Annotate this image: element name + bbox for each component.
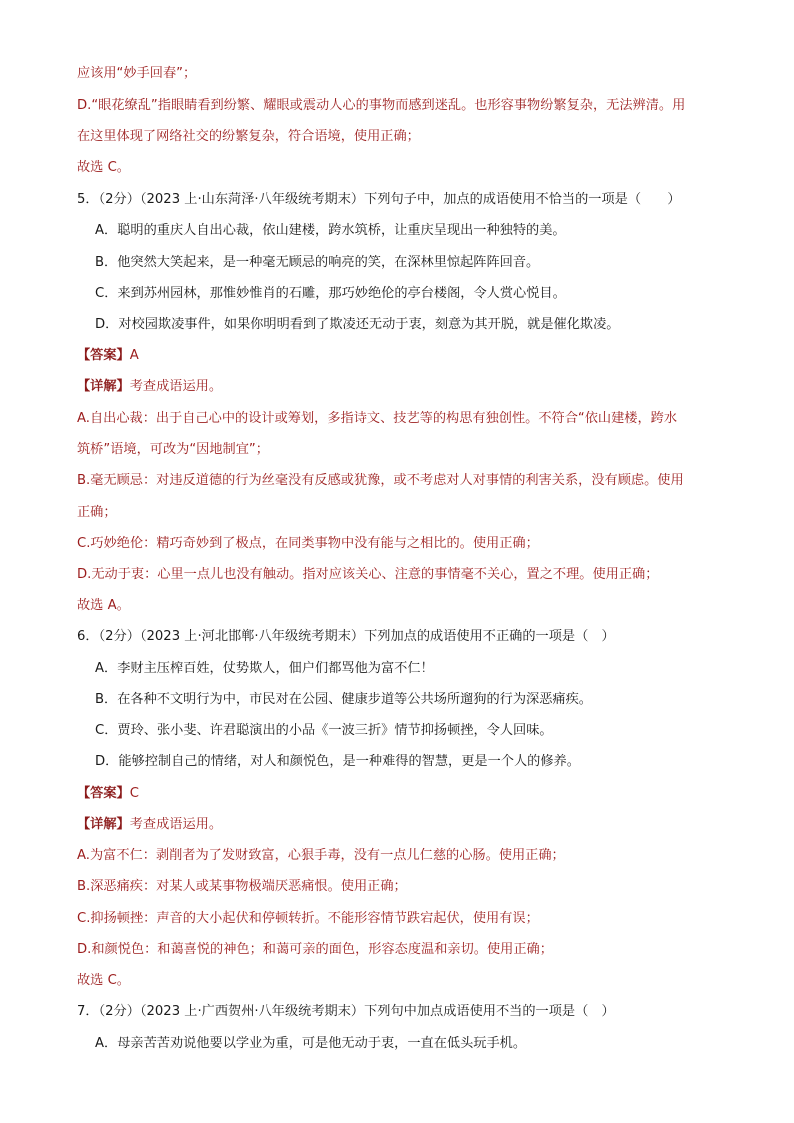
answer-value: C	[129, 786, 139, 801]
question-5-option-b: B．他突然大笑起来，是一种毫无顾忌的响亮的笑，在深林里惊起阵阵回音。	[95, 255, 540, 270]
detail-text: 考查成语运用。	[129, 379, 223, 394]
question-5-stem: 5．（2分）（2023 上·山东菏泽·八年级统考期末）下列句子中，加点的成语使用不恰当的一项是（ ）	[77, 192, 681, 207]
question-5-option-c: C．来到苏州园林，那惟妙惟肖的石雕，那巧妙绝伦的亭台楼阁，令人赏心悦目。	[95, 286, 566, 301]
question-6-option-b: B．在各种不文明行为中，市民对在公园、健康步道等公共场所遛狗的行为深恶痛疾。	[95, 692, 592, 707]
explanation-line: D.和颜悦色：和蔼喜悦的神色；和蔼可亲的面色，形容态度温和亲切。使用正确；	[77, 942, 553, 957]
conclusion-line: 故选 A。	[77, 598, 130, 613]
conclusion-line: 故选 C。	[77, 973, 130, 988]
detail-line	[77, 815, 727, 835]
explanation-line: D.“眼花缭乱”指眼睛看到纷繁、耀眼或震动人心的事物而感到迷乱。也形容事物纷繁复杂，无法辨清。用	[77, 98, 686, 113]
answer-value: A	[129, 348, 139, 363]
question-6-option-c: C．贾玲、张小斐、许君聪演出的小品《一波三折》情节抑扬顿挫，令人回味。	[95, 723, 553, 738]
explanation-line: 在这里体现了网络社交的纷繁复杂，符合语境，使用正确；	[77, 129, 420, 144]
question-5-option-a: A．聪明的重庆人自出心裁，依山建楼，跨水筑桥，让重庆呈现出一种独特的美。	[95, 223, 566, 238]
answer-line	[77, 346, 727, 366]
answer-tag: 【答案】	[77, 348, 130, 363]
question-7-option-a: A．母亲苦苦劝说他要以学业为重，可是他无动于衷，一直在低头玩手机。	[95, 1036, 527, 1051]
explanation-line: A.为富不仁：剥削者为了发财致富，心狠手毒，没有一点儿仁慈的心肠。使用正确；	[77, 848, 565, 863]
explanation-line: 应该用“妙手回春”；	[77, 66, 197, 81]
answer-tag: 【答案】	[77, 786, 130, 801]
question-6-option-d: D．能够控制自己的情绪，对人和颜悦色，是一种难得的智慧，更是一个人的修养。	[95, 754, 580, 769]
explanation-line: D.无动于衷：心里一点儿也没有触动。指对应该关心、注意的事情毫不关心，置之不理。使用正确；	[77, 567, 659, 582]
detail-line	[77, 377, 727, 397]
explanation-line: C.巧妙绝伦：精巧奇妙到了极点，在同类事物中没有能与之相比的。使用正确；	[77, 536, 539, 551]
detail-text: 考查成语运用。	[129, 817, 223, 832]
conclusion-line: 故选 C。	[77, 160, 130, 175]
question-6-option-a: A．李财主压榨百姓，仗势欺人，佃户们都骂他为富不仁！	[95, 661, 434, 676]
explanation-line: 正确；	[77, 505, 117, 520]
question-6-stem: 6．（2分）（2023 上·河北邯郸·八年级统考期末）下列加点的成语使用不正确的一项是（ ）	[77, 629, 615, 644]
answer-line	[77, 784, 727, 804]
explanation-line: B.毫无顾忌：对违反道德的行为丝毫没有反感或犹豫，或不考虑对人对事情的利害关系，没有顾虑。使用	[77, 473, 684, 488]
explanation-line: A.自出心裁：出于自己心中的设计或筹划，多指诗文、技艺等的构思有独创性。不符合“依山建楼，跨水	[77, 411, 678, 426]
detail-tag: 【详解】	[77, 379, 130, 394]
explanation-line: 筑桥”语境，可改为“因地制宜”；	[77, 442, 269, 457]
explanation-line: C.抑扬顿挫：声音的大小起伏和停顿转折。不能形容情节跌宕起伏，使用有误；	[77, 911, 539, 926]
question-7-stem: 7．（2分）（2023 上·广西贺州·八年级统考期末）下列句中加点成语使用不当的一项是（ ）	[77, 1004, 615, 1019]
question-5-option-d: D．对校园欺凌事件，如果你明明看到了欺凌还无动于衷，刻意为其开脱，就是催化欺凌。	[95, 317, 620, 332]
detail-tag: 【详解】	[77, 817, 130, 832]
explanation-line: B.深恶痛疾：对某人或某事物极端厌恶痛恨。使用正确；	[77, 879, 407, 894]
